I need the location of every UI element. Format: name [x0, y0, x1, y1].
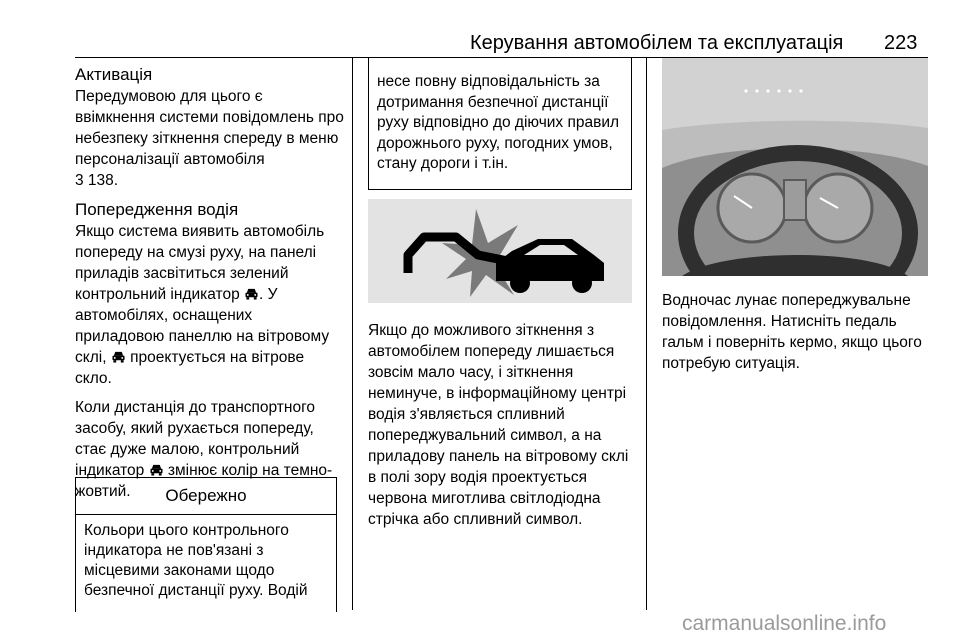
warning-paragraph-1: Якщо система виявить автомобіль попереду на смузі руху, на панелі приладів засвітиться зелений контрольний індикатор . У автомобілях, оснащених приладовою панеллю на вітровому склі, проектується на вітрове скло. [75, 223, 330, 387]
collision-graphic [368, 199, 632, 303]
caution-text: Кольори цього контрольного індикатора не пов'язані з місцевими законами щодо безпечної дистанції руху. Водій [84, 522, 308, 599]
car-front-icon [111, 350, 126, 363]
watermark: carmanualsonline.info [682, 612, 887, 635]
column-divider-1 [352, 58, 353, 610]
caution-box [75, 477, 337, 612]
page-number: 223 [884, 32, 918, 54]
car-front-icon [244, 287, 259, 300]
page-reference[interactable]: 3 138. [75, 172, 119, 189]
dashboard-illustration [662, 58, 928, 276]
warning-paragraph-2: Коли дистанція до транспортного засобу, який рухається попереду, стає дуже малою, контрольний індикатор змінює колір на темно-жовтий. [75, 399, 333, 500]
car-front-icon [149, 463, 164, 476]
caution-title: Обережно [76, 478, 336, 515]
dashboard-graphic [662, 58, 928, 276]
warning-sound-paragraph: Водночас лунає попереджувальне повідомлення. Натисніть педаль гальм і поверніть кермо, якщо цього потребую ситуація. [662, 292, 922, 372]
page-header-title: Керування автомобілем та експлуатація [470, 32, 844, 54]
activation-text: Передумовою для цього є ввімкнення системи повідомлень про небезпеку зіткнення спереду в меню персоналізації автомобіля 3 138. [75, 88, 344, 189]
collision-illustration [368, 199, 632, 303]
middle-column-text [368, 320, 636, 530]
right-column-text [662, 290, 928, 374]
collision-paragraph: Якщо до можливого зіткнення з автомобілем попереду лишається зовсім мало часу, і зіткнення неминуче, в інформаційному центрі водія з'являється спливний попереджувальний символ, а на приладову панель на вітровому склі в полі зору водія проектується червона миготлива світлодіодна стрічка або спливний символ. [368, 322, 629, 528]
section-heading-activation: Активація [75, 65, 153, 84]
caution-box-continued: несе повну відповідальність за дотримання безпечної дистанції руху відповідно до діючих правил дорожнього руху, погодних умов, стану дороги і т.ін. [368, 58, 632, 190]
left-column [75, 64, 345, 502]
column-divider-2 [646, 58, 647, 610]
section-heading-driver-warning: Попередження водія [75, 200, 239, 219]
